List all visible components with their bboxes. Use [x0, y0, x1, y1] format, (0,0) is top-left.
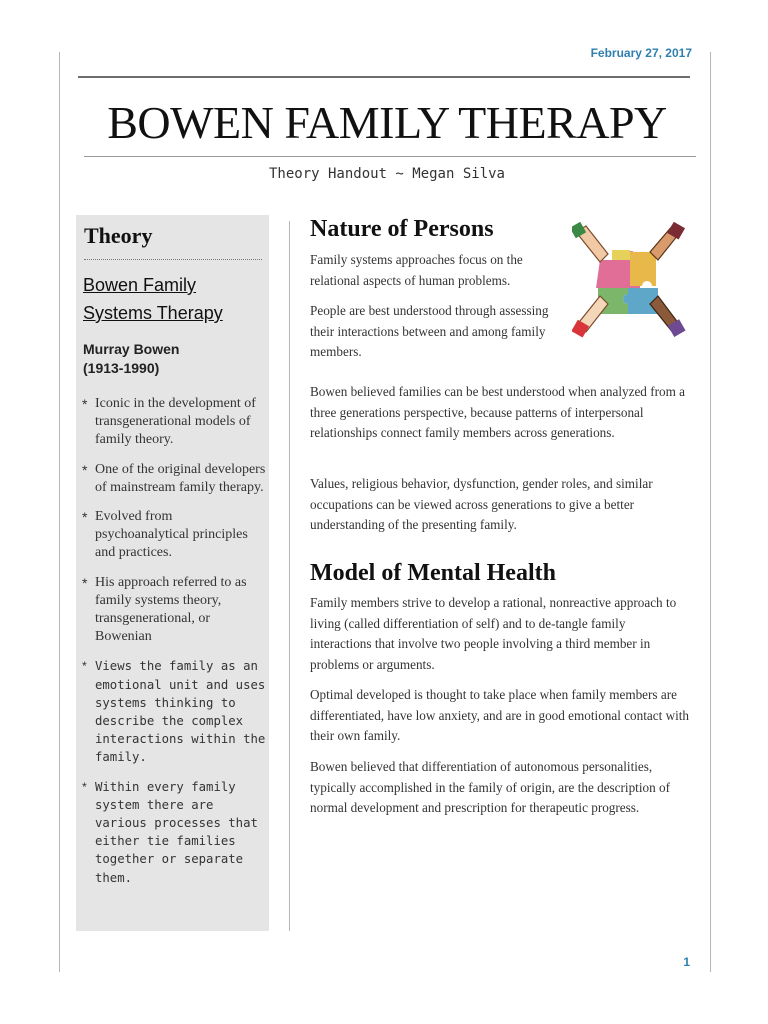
- mental-health-paragraph-2: Optimal developed is thought to take place when family members are differentiated, have low anxiety, and are in good emotional contact with their own family.: [310, 687, 690, 744]
- mental-health-heading: Model of Mental Health: [310, 560, 556, 586]
- puzzle-hands-icon: [572, 222, 686, 338]
- bullet-text: Within every family system there are various processes that either tie families together or separate them.: [95, 779, 258, 885]
- page-title: BOWEN FAMILY THERAPY: [107, 97, 667, 148]
- sidebar-heading: Theory: [84, 223, 153, 248]
- list-item: [82, 508, 266, 563]
- nature-paragraph-3: Bowen believed families can be best understood when analyzed from a three generations perspective, because patterns of interpersonal relationships connect family members across generations.: [310, 384, 685, 441]
- mental-health-paragraph-3: Bowen believed that differentiation of autonomous personalities, typically accomplished in the family of origin, are the description of normal development and prescription for therapeutic progress.: [310, 759, 670, 816]
- nature-of-persons-heading: Nature of Persons: [310, 216, 494, 242]
- sidebar-subheading: Bowen Family Systems Therapy: [83, 275, 223, 323]
- sidebar-divider: [84, 259, 262, 260]
- bullet-text: Iconic in the development of transgenerational models of family theory.: [95, 396, 256, 448]
- header-date: February 27, 2017: [590, 46, 692, 60]
- bullet-marker: *: [82, 779, 87, 794]
- page-number: 1: [683, 955, 690, 969]
- bullet-text: One of the original developers of mainstream family therapy.: [95, 461, 266, 495]
- theorist-name-line: Murray Bowen: [83, 341, 180, 357]
- nature-paragraph-1: Family systems approaches focus on the relational aspects of human problems.: [310, 252, 523, 288]
- page-right-rule: [710, 52, 711, 972]
- bullet-text: Evolved from psychoanalytical principles and practices.: [95, 509, 248, 561]
- list-item: [82, 778, 266, 887]
- page-left-rule: [59, 52, 60, 972]
- nature-paragraph-4: Values, religious behavior, dysfunction, gender roles, and similar occupations can be viewed across generations to give a better understanding of the presenting family.: [310, 476, 653, 533]
- sidebar-bullet-list: [82, 395, 266, 898]
- theory-sidebar: [76, 215, 269, 931]
- bullet-marker: *: [82, 509, 88, 526]
- theorist-name: [83, 340, 263, 378]
- theorist-years: (1913-1990): [83, 360, 160, 376]
- list-item: [82, 461, 266, 497]
- bullet-marker: *: [82, 461, 88, 478]
- title-rule: [84, 156, 696, 157]
- list-item: [82, 574, 266, 647]
- mental-health-paragraph-1: Family members strive to develop a rational, nonreactive approach to living (called differentiation of self) and to de-tangle family interactions that involve two people involving a third member in problems or arguments.: [310, 595, 677, 672]
- bullet-marker: *: [82, 396, 88, 412]
- top-rule: [78, 76, 690, 78]
- page-subtitle: Theory Handout ~ Megan Silva: [268, 166, 505, 182]
- list-item: [82, 657, 266, 766]
- bullet-text: Views the family as an emotional unit and uses systems thinking to describe the complex interactions within the family.: [95, 659, 266, 765]
- column-divider: [289, 221, 290, 931]
- list-item: [82, 395, 266, 450]
- bullet-marker: *: [82, 574, 88, 591]
- nature-paragraph-2: People are best understood through assessing their interactions between and among family members.: [310, 303, 549, 360]
- bullet-marker: *: [82, 659, 87, 674]
- bullet-text: His approach referred to as family systems theory, transgenerational, or Bowenian: [95, 574, 247, 645]
